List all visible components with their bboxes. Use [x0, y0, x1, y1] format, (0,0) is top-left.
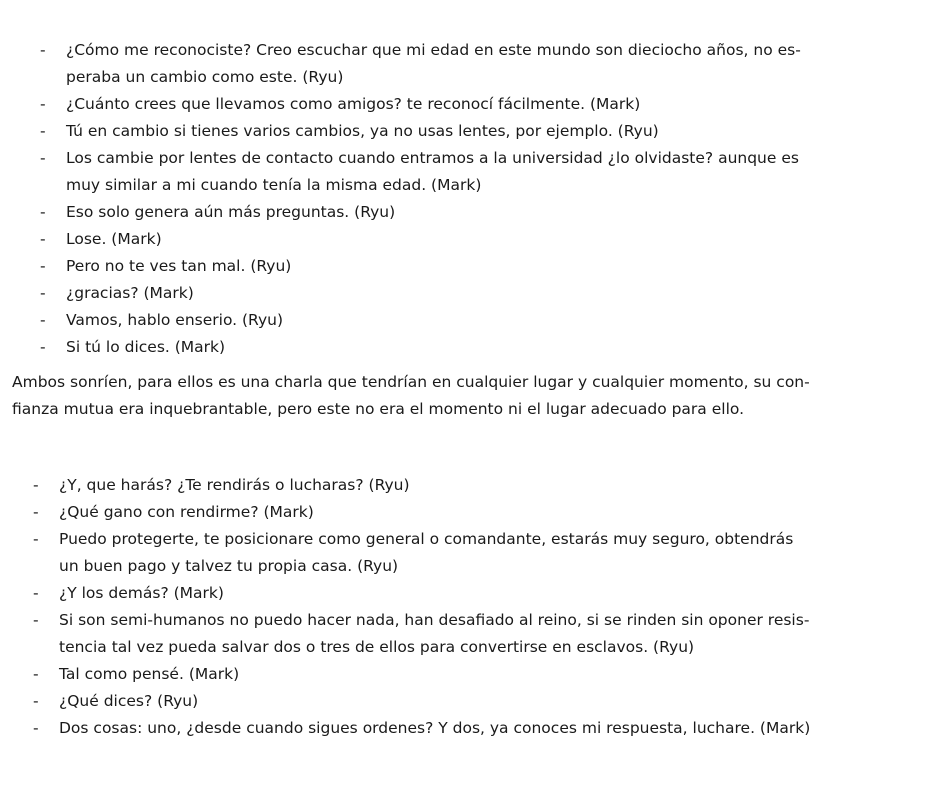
dash-bullet: - [40, 284, 46, 302]
dash-bullet: - [40, 311, 46, 329]
dialogue-item [40, 280, 876, 307]
dialogue-item [40, 91, 876, 118]
dialogue-line: muy similar a mi cuando tenía la misma edad. (Mark) [66, 176, 482, 194]
dialogue-line: ¿Y, que harás? ¿Te rendirás o lucharas? (Ryu) [59, 476, 410, 494]
dialogue-line: Vamos, hablo enserio. (Ryu) [66, 311, 284, 329]
dash-bullet: - [40, 338, 46, 356]
dash-bullet: - [33, 665, 39, 683]
narration-line: Ambos sonríen, para ellos es una charla que tendrían en cualquier lugar y cualquier momento, su con- [12, 373, 810, 391]
dialogue-line: ¿Cuánto crees que llevamos como amigos? te reconocí fácilmente. (Mark) [66, 95, 641, 113]
dialogue-line: ¿Cómo me reconociste? Creo escuchar que mi edad en este mundo son dieciocho años, no es- [66, 41, 801, 59]
dash-bullet: - [40, 41, 46, 59]
dash-bullet: - [33, 719, 39, 737]
dialogue-item [40, 199, 876, 226]
dialogue-list-1 [40, 37, 876, 361]
dialogue-item [33, 580, 879, 607]
dialogue-list-2 [33, 472, 879, 742]
dash-bullet: - [40, 230, 46, 248]
dialogue-item [40, 226, 876, 253]
dash-bullet: - [33, 692, 39, 710]
dialogue-item [33, 661, 879, 688]
dialogue-line: Dos cosas: uno, ¿desde cuando sigues ordenes? Y dos, ya conoces mi respuesta, luchare. (Mark) [59, 719, 811, 737]
dash-bullet: - [40, 122, 46, 140]
dialogue-line: Si son semi-humanos no puedo hacer nada, han desafiado al reino, si se rinden sin oponer resis- [59, 611, 810, 629]
dialogue-line: Lose. (Mark) [66, 230, 162, 248]
dialogue-item [40, 118, 876, 145]
dash-bullet: - [33, 476, 39, 494]
dash-bullet: - [33, 503, 39, 521]
dialogue-line: ¿gracias? (Mark) [66, 284, 194, 302]
dialogue-line: Tú en cambio si tienes varios cambios, ya no usas lentes, por ejemplo. (Ryu) [66, 122, 659, 140]
dialogue-line: peraba un cambio como este. (Ryu) [66, 68, 344, 86]
dialogue-item [33, 688, 879, 715]
dialogue-item [40, 253, 876, 280]
dialogue-item [33, 607, 879, 661]
dash-bullet: - [40, 149, 46, 167]
dialogue-line: Si tú lo dices. (Mark) [66, 338, 226, 356]
dash-bullet: - [40, 203, 46, 221]
dialogue-line: Puedo protegerte, te posicionare como general o comandante, estarás muy seguro, obtendrás [59, 530, 794, 548]
dialogue-line: Pero no te ves tan mal. (Ryu) [66, 257, 292, 275]
dialogue-item [33, 526, 879, 580]
dialogue-item [40, 334, 876, 361]
dialogue-line: Eso solo genera aún más preguntas. (Ryu) [66, 203, 396, 221]
dash-bullet: - [33, 584, 39, 602]
dialogue-line: Los cambie por lentes de contacto cuando entramos a la universidad ¿lo olvidaste? aunque es [66, 149, 799, 167]
dialogue-item [33, 499, 879, 526]
narration-paragraph [12, 369, 912, 423]
dialogue-line: ¿Qué dices? (Ryu) [59, 692, 199, 710]
dialogue-item [40, 37, 876, 91]
dialogue-line: un buen pago y talvez tu propia casa. (Ryu) [59, 557, 399, 575]
narration-line: fianza mutua era inquebrantable, pero este no era el momento ni el lugar adecuado para ello. [12, 400, 745, 418]
dialogue-item [33, 472, 879, 499]
dialogue-line: ¿Qué gano con rendirme? (Mark) [59, 503, 314, 521]
dialogue-item [40, 307, 876, 334]
dialogue-line: tencia tal vez pueda salvar dos o tres de ellos para convertirse en esclavos. (Ryu) [59, 638, 695, 656]
dash-bullet: - [40, 257, 46, 275]
dash-bullet: - [40, 95, 46, 113]
dialogue-item [33, 715, 879, 742]
dialogue-line: Tal como pensé. (Mark) [59, 665, 240, 683]
dash-bullet: - [33, 611, 39, 629]
dash-bullet: - [33, 530, 39, 548]
dialogue-line: ¿Y los demás? (Mark) [59, 584, 224, 602]
dialogue-item [40, 145, 876, 199]
